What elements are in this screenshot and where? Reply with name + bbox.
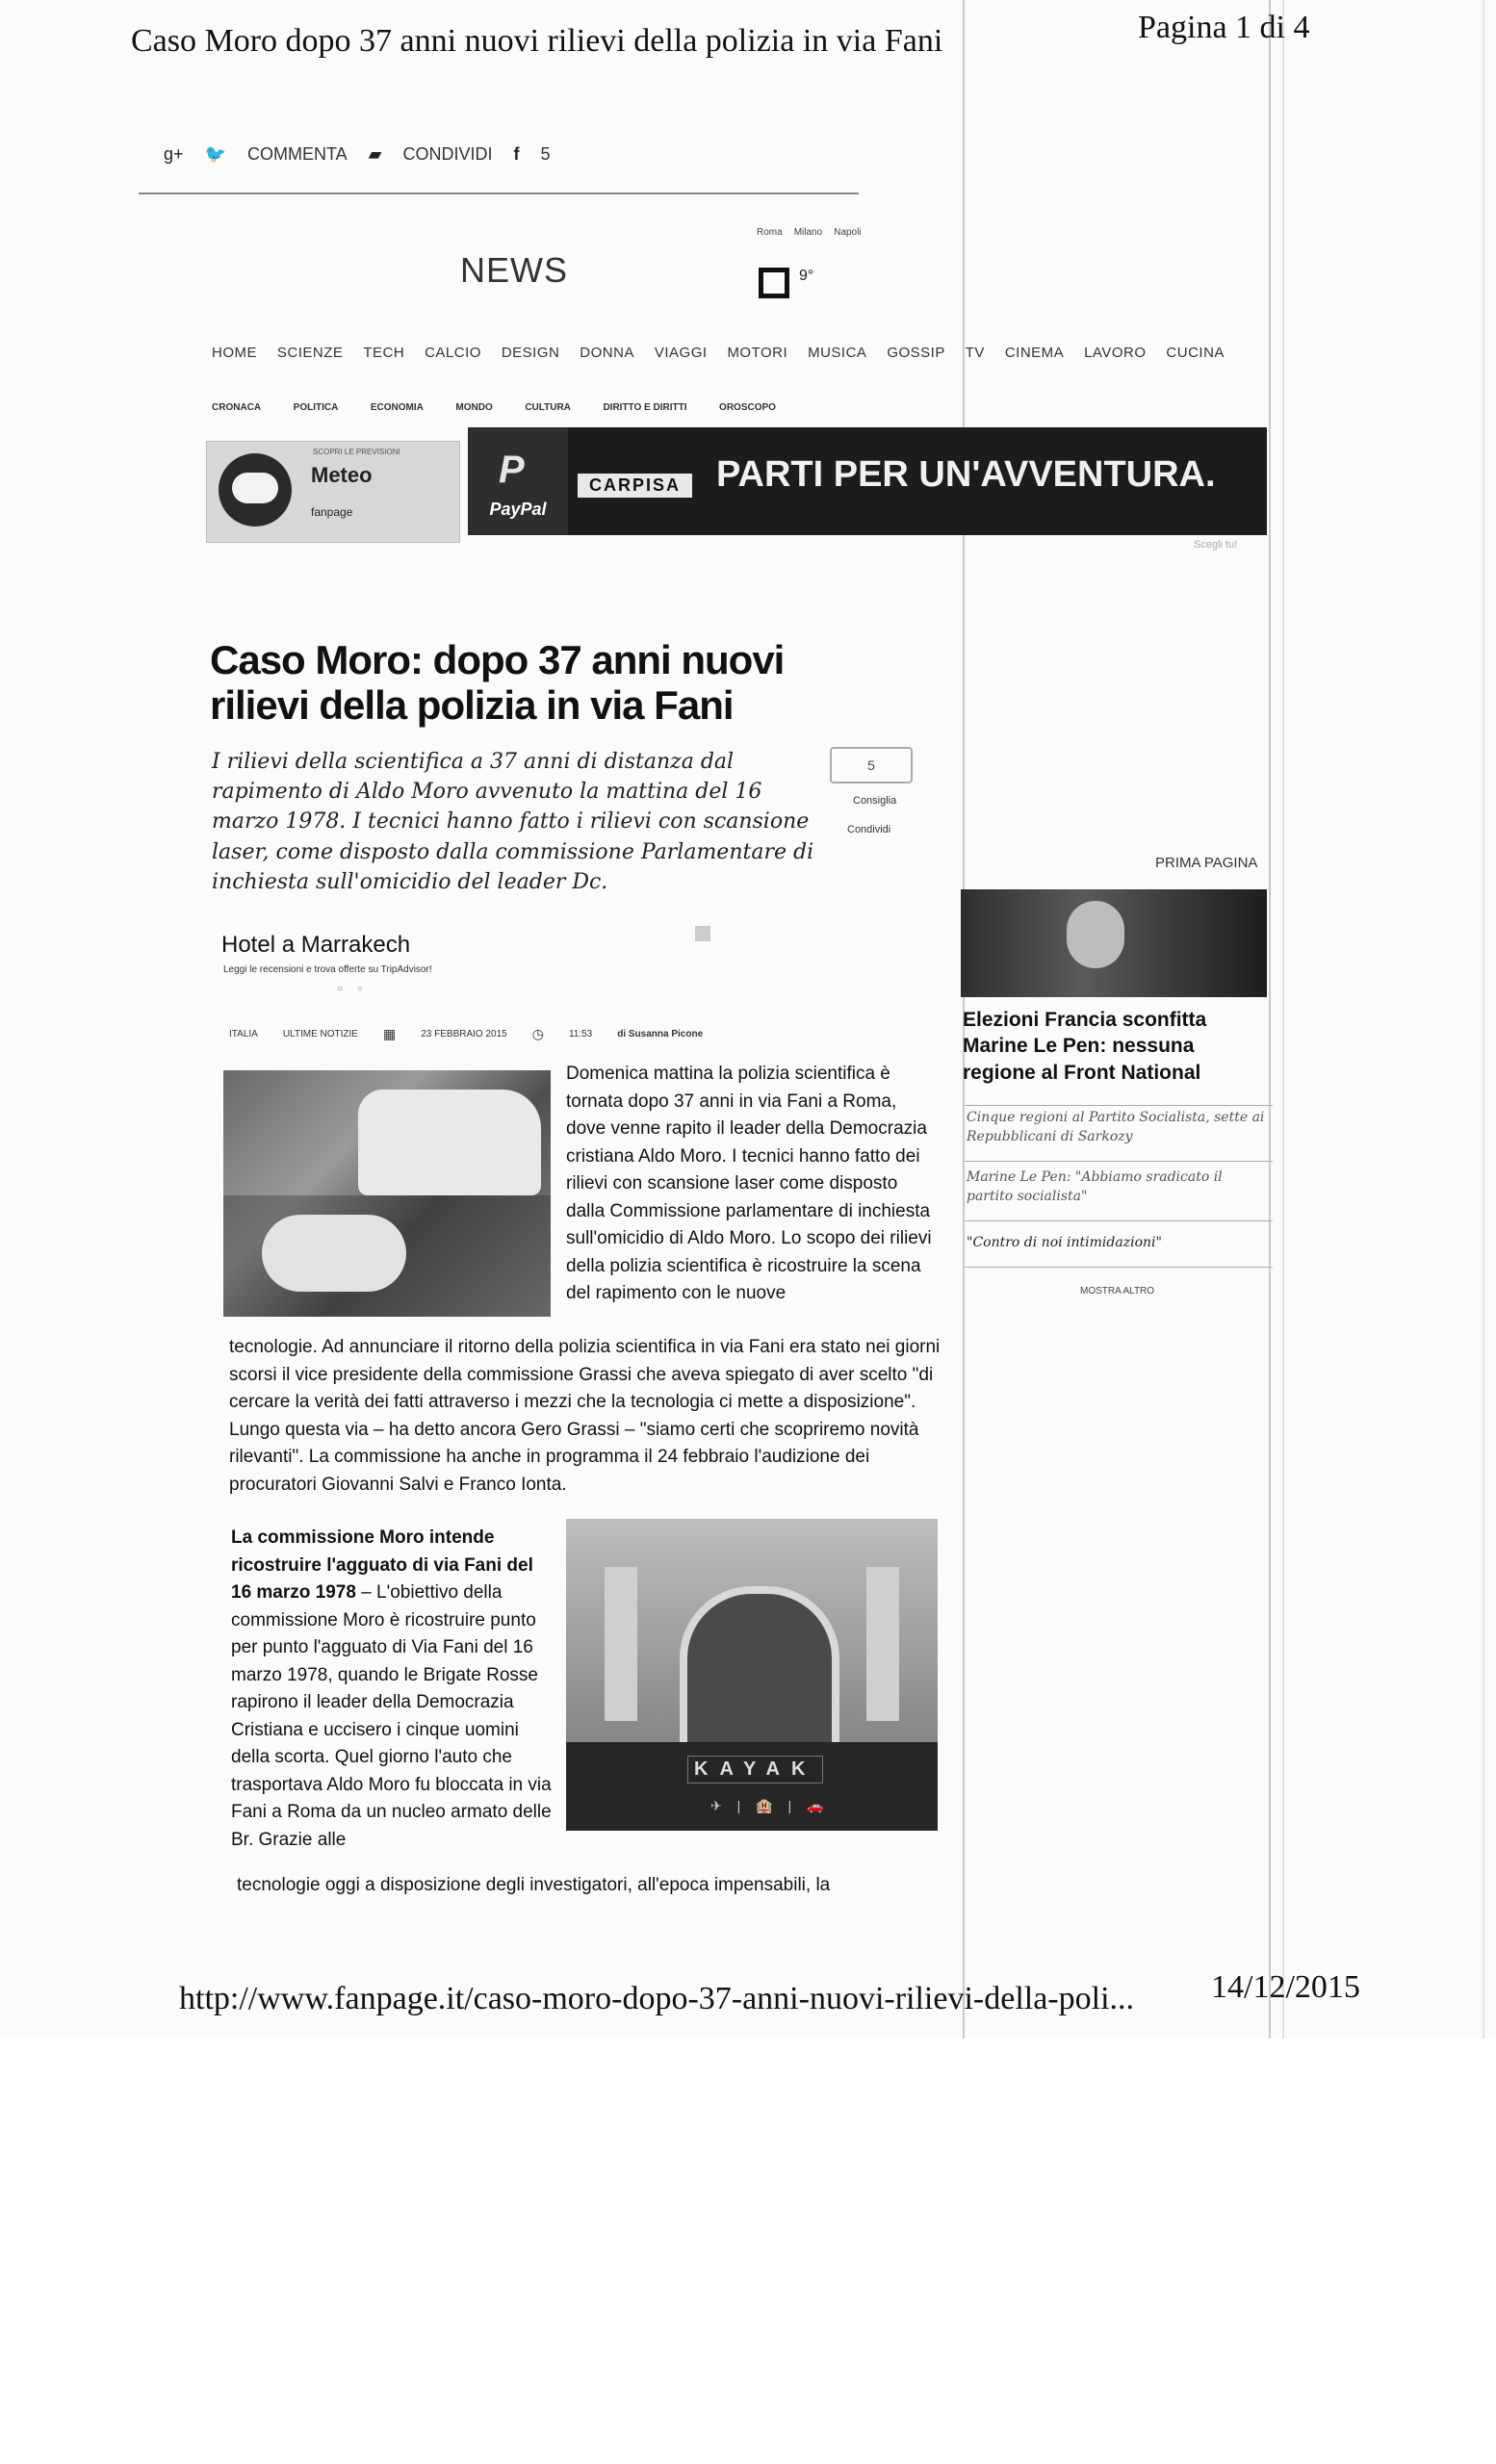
subnav-item-diritto[interactable]: DIRITTO E DIRITTI [603, 402, 687, 413]
sidebar-link[interactable]: Marine Le Pen: "Abbiamo sradicato il partito socialista" [967, 1169, 1223, 1204]
meta-author[interactable]: di Susanna Picone [617, 1029, 704, 1040]
photo-sheet [262, 1215, 406, 1292]
google-plus-icon[interactable]: g+ [164, 144, 184, 164]
nav-item-viaggi[interactable]: VIAGGI [654, 345, 708, 361]
scan-line [1483, 0, 1484, 2039]
subnav-item-mondo[interactable]: MONDO [455, 402, 493, 413]
show-more-button[interactable]: MOSTRA ALTRO [1080, 1286, 1155, 1296]
scan-line [1282, 0, 1284, 2039]
kayak-logo: KAYAK [687, 1756, 823, 1784]
divider [965, 1220, 1273, 1221]
divider [139, 192, 859, 194]
meta-category[interactable]: ULTIME NOTIZIE [282, 1029, 358, 1040]
divider [965, 1267, 1273, 1268]
sidebar-label: PRIMA PAGINA [1155, 855, 1258, 871]
weather-widget[interactable] [759, 268, 813, 298]
article-paragraph: Domenica mattina la polizia scientifica è tornata dopo 37 anni in via Fani a Roma, dove venne rapito il leader della Democrazia cristiana Aldo Moro. I tecnici hanno fatto dei rilievi con scansione laser come disposto dalla Commissione parlamentare di inchiesta sull'omicidio di Aldo Moro. Lo scopo dei rilievi della polizia scientifica è ricostruire la scena del rapimento con le nuove [566, 1064, 932, 1303]
carousel-dots[interactable]: ○ ○ [337, 984, 369, 994]
meta-section[interactable]: ITALIA [229, 1029, 258, 1040]
meteo-title: Meteo [311, 463, 373, 487]
hotel-ad-subtitle[interactable]: Leggi le recensioni e trova offerte su TripAdvisor! [223, 964, 432, 975]
main-nav [212, 345, 1225, 361]
nav-item-scienze[interactable]: SCIENZE [276, 345, 344, 361]
subnav-item-politica[interactable]: POLITICA [293, 402, 339, 413]
print-footer-url[interactable]: http://www.fanpage.it/caso-moro-dopo-37-anni-nuovi-rilievi-della-poli... [179, 1981, 1135, 2016]
meta-date: 23 FEBBRAIO 2015 [421, 1029, 507, 1040]
subnav-item-cronaca[interactable]: CRONACA [212, 402, 262, 413]
nav-item-home[interactable]: HOME [212, 345, 257, 361]
print-footer-date: 14/12/2015 [1211, 1969, 1360, 2005]
clock-icon: ◷ [531, 1026, 544, 1041]
nav-item-donna[interactable]: DONNA [580, 345, 634, 361]
like-count[interactable]: 5 [830, 747, 913, 783]
divider [965, 1105, 1273, 1106]
paragraph-lead: La commissione Moro intende ricostruire l'agguato di via Fani del 16 marzo 1978 [231, 1527, 533, 1603]
carpisa-logo: CARPISA [578, 474, 692, 498]
kayak-ad[interactable] [566, 1519, 938, 1831]
divider [965, 1161, 1273, 1162]
article-headline: Caso Moro: dopo 37 anni nuovi rilievi della polizia in via Fani [210, 637, 785, 729]
subnav-item-cultura[interactable]: CULTURA [525, 402, 571, 413]
scan-line [1269, 0, 1271, 2039]
city-link[interactable]: Roma [757, 227, 783, 238]
nav-item-musica[interactable]: MUSICA [808, 345, 867, 361]
cloud-icon [232, 473, 278, 503]
ad-headline: PARTI PER UN'AVVENTURA. [716, 454, 1216, 495]
article-paragraph: tecnologie oggi a disposizione degli investigatori, all'epoca impensabili, la [237, 1875, 831, 1895]
sidebar-link[interactable]: Cinque regioni al Partito Socialista, sette ai Repubblicani di Sarkozy [967, 1110, 1265, 1144]
sidebar-headline[interactable]: Elezioni Francia sconfitta Marine Le Pen: nessuna regione al Front National [963, 1009, 1207, 1084]
sidebar-photo[interactable] [961, 889, 1267, 997]
nav-item-calcio[interactable]: CALCIO [425, 345, 481, 361]
sub-nav [212, 402, 776, 413]
share-link[interactable]: Condividi [847, 824, 891, 835]
calendar-icon: ▦ [382, 1026, 397, 1041]
ad-info-icon[interactable] [695, 926, 710, 941]
share-count: 5 [540, 144, 551, 164]
like-button[interactable]: Consiglia [853, 795, 897, 807]
city-selector [757, 227, 862, 238]
kayak-bar [566, 1742, 938, 1831]
city-link[interactable]: Napoli [834, 227, 862, 238]
article-subhead: I rilievi della scientifica a 37 anni di distanza dal rapimento di Aldo Moro avvenuto la mattina del 16 marzo 1978. I tecnici hanno fatto i rilievi con scansione laser, come disposto dalla commissione Parlamentare di inchiesta sull'omicidio del leader Dc. [212, 750, 814, 894]
nav-item-gossip[interactable]: GOSSIP [887, 345, 945, 361]
nav-item-lavoro[interactable]: LAVORO [1084, 345, 1147, 361]
ad-choice-link[interactable]: Scegli tu! [1194, 539, 1238, 551]
city-link[interactable]: Milano [793, 227, 823, 238]
nav-item-tech[interactable]: TECH [363, 345, 405, 361]
weather-icon [759, 268, 789, 298]
temperature: 9° [799, 268, 814, 284]
article-meta [229, 1026, 822, 1042]
nav-item-motori[interactable]: MOTORI [727, 345, 788, 361]
hotel-ad-title[interactable]: Hotel a Marrakech [221, 932, 411, 958]
print-header-title: Caso Moro dopo 37 anni nuovi rilievi della polizia in via Fani [131, 23, 943, 59]
meta-time: 11:53 [568, 1029, 593, 1040]
share-button[interactable]: CONDIVIDI [402, 144, 493, 164]
nav-item-tv[interactable]: TV [965, 345, 985, 361]
photo-car [358, 1090, 541, 1195]
print-page-number: Pagina 1 di 4 [1138, 10, 1310, 45]
section-logo[interactable]: NEWS [460, 250, 568, 290]
travel-icons: ✈ | 🏨 | 🚗 [710, 1798, 830, 1813]
meteo-brand: fanpage [311, 505, 353, 519]
twitter-icon[interactable]: 🐦 [204, 144, 226, 164]
photo-face [1067, 901, 1124, 968]
article-paragraph [231, 1525, 553, 1854]
meteo-tag: SCOPRI LE PREVISIONI [313, 448, 400, 456]
comment-icon: ▰ [368, 144, 382, 164]
article-photo-via-fani [223, 1070, 551, 1317]
article-paragraph: tecnologie. Ad annunciare il ritorno della polizia scientifica in via Fani era stato nei giorni scorsi il vice presidente della commissione Grassi che aveva spiegato di aver scelto "di cercare la verità dei fatti attraverso i mezzi che la tecnologia ci mette a disposizione". Lungo questa via – ha detto ancora Gero Grassi – "siamo certi che scopriremo novità rilevanti". La commissione ha anche in programma il 24 febbraio l'audizione dei procuratori Giovanni Salvi e Franco Ionta. [229, 1337, 941, 1495]
paypal-icon: P [499, 449, 525, 491]
comment-button[interactable]: COMMENTA [246, 144, 348, 164]
ad-banner[interactable] [468, 427, 1267, 535]
nav-item-cucina[interactable]: CUCINA [1166, 345, 1225, 361]
subnav-item-economia[interactable]: ECONOMIA [370, 402, 424, 413]
photo-pillar [866, 1567, 899, 1721]
facebook-icon[interactable]: f [513, 144, 520, 164]
paragraph-text: – L'obiettivo della commissione Moro è ricostruire punto per punto l'agguato di Via Fani del 16 marzo 1978, quando le Brigate Rosse rapirono il leader della Democrazia Cristiana e uccisero i cinque uomini della scorta. Quel giorno l'auto che trasportava Aldo Moro fu bloccata in via Fani a Roma da un nucleo armato delle Br. Grazie alle [231, 1582, 552, 1850]
photo-pillar [605, 1567, 637, 1721]
nav-item-cinema[interactable]: CINEMA [1004, 345, 1065, 361]
nav-item-design[interactable]: DESIGN [501, 345, 560, 361]
paypal-logo: PayPal [468, 427, 568, 535]
meteo-widget[interactable] [206, 441, 460, 543]
sidebar-link[interactable]: "Contro di noi intimidazioni" [967, 1235, 1162, 1250]
subnav-item-oroscopo[interactable]: OROSCOPO [719, 402, 776, 413]
share-bar [164, 144, 551, 165]
